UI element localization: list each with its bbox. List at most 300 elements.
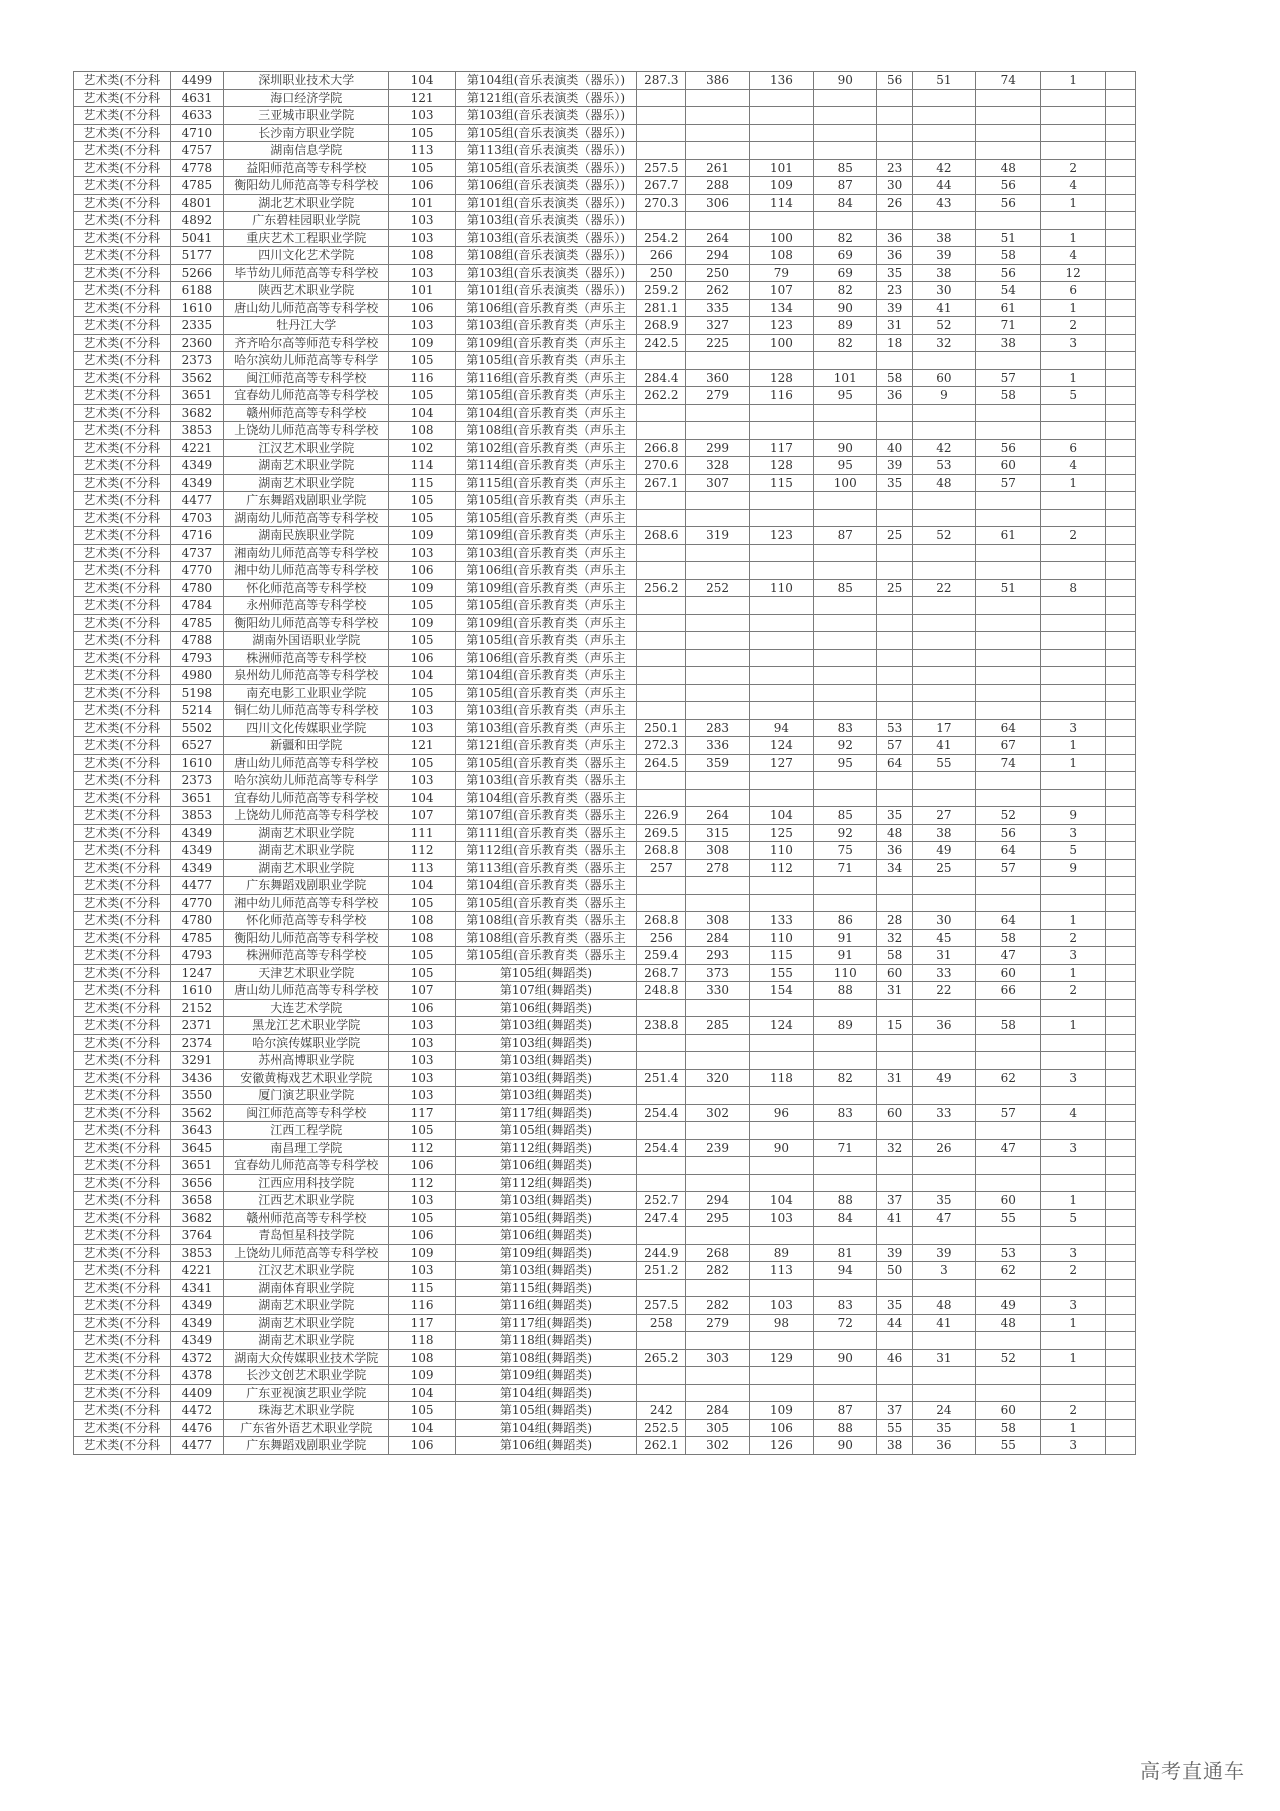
cell-group-code: 104 bbox=[389, 404, 456, 422]
cell-physics-or-history bbox=[912, 597, 975, 615]
cell-min-score: 268.8 bbox=[637, 912, 686, 930]
cell-math bbox=[814, 1332, 877, 1350]
cell-school-code: 3562 bbox=[170, 1104, 224, 1122]
cell-rank bbox=[1041, 1034, 1105, 1052]
cell-group-code: 115 bbox=[389, 474, 456, 492]
cell-math bbox=[814, 1034, 877, 1052]
cell-group-code: 103 bbox=[389, 107, 456, 125]
cell-blank bbox=[1105, 527, 1135, 545]
table-row bbox=[74, 772, 1136, 790]
cell-school-name: 毕节幼儿师范高等专科学校 bbox=[224, 264, 389, 282]
cell-group-code: 106 bbox=[389, 649, 456, 667]
cell-school-code: 3651 bbox=[170, 1157, 224, 1175]
cell-foreign: 23 bbox=[877, 282, 912, 300]
cell-elective bbox=[976, 1157, 1041, 1175]
cell-blank bbox=[1105, 352, 1135, 370]
cell-elective bbox=[976, 597, 1041, 615]
cell-category: 艺术类(不分科 bbox=[74, 387, 171, 405]
cell-min-score: 266 bbox=[637, 247, 686, 265]
cell-group-name: 第105组(音乐表演类（器乐）) bbox=[455, 159, 636, 177]
cell-group-code: 104 bbox=[389, 72, 456, 90]
cell-group-name: 第108组(音乐表演类（器乐）) bbox=[455, 247, 636, 265]
cell-foreign bbox=[877, 702, 912, 720]
cell-foreign: 28 bbox=[877, 912, 912, 930]
cell-blank bbox=[1105, 422, 1135, 440]
cell-foreign: 26 bbox=[877, 194, 912, 212]
cell-school-name: 天津艺术职业学院 bbox=[224, 964, 389, 982]
cell-blank bbox=[1105, 107, 1135, 125]
cell-group-code: 106 bbox=[389, 1157, 456, 1175]
cell-group-name: 第109组(音乐教育类（声乐主 bbox=[455, 527, 636, 545]
cell-school-code: 4349 bbox=[170, 457, 224, 475]
cell-math: 95 bbox=[814, 387, 877, 405]
cell-rank bbox=[1041, 877, 1105, 895]
cell-physics-or-history: 60 bbox=[912, 369, 975, 387]
cell-foreign: 58 bbox=[877, 369, 912, 387]
cell-category: 艺术类(不分科 bbox=[74, 194, 171, 212]
cell-school-name: 唐山幼儿师范高等专科学校 bbox=[224, 299, 389, 317]
cell-min-score bbox=[637, 894, 686, 912]
cell-category: 艺术类(不分科 bbox=[74, 1157, 171, 1175]
cell-foreign bbox=[877, 509, 912, 527]
cell-school-code: 4472 bbox=[170, 1402, 224, 1420]
cell-foreign bbox=[877, 142, 912, 160]
cell-group-name: 第105组(音乐教育类（声乐主 bbox=[455, 387, 636, 405]
cell-rank bbox=[1041, 1052, 1105, 1070]
table-row bbox=[74, 527, 1136, 545]
cell-school-name: 江西工程学院 bbox=[224, 1122, 389, 1140]
cell-group-code: 105 bbox=[389, 894, 456, 912]
cell-group-name: 第109组(音乐教育类（声乐主 bbox=[455, 614, 636, 632]
cell-elective: 51 bbox=[976, 579, 1041, 597]
cell-rank: 3 bbox=[1041, 334, 1105, 352]
table-row bbox=[74, 789, 1136, 807]
cell-elective: 55 bbox=[976, 1209, 1041, 1227]
cell-blank bbox=[1105, 859, 1135, 877]
cell-school-name: 湖南艺术职业学院 bbox=[224, 1297, 389, 1315]
cell-rank: 6 bbox=[1041, 439, 1105, 457]
cell-math bbox=[814, 544, 877, 562]
cell-group-name: 第103组(音乐教育类（声乐主 bbox=[455, 702, 636, 720]
table-row bbox=[74, 229, 1136, 247]
cell-elective bbox=[976, 772, 1041, 790]
cell-school-name: 赣州师范高等专科学校 bbox=[224, 1209, 389, 1227]
cell-category: 艺术类(不分科 bbox=[74, 614, 171, 632]
cell-min-score: 242 bbox=[637, 1402, 686, 1420]
cell-rank bbox=[1041, 562, 1105, 580]
cell-group-name: 第117组(舞蹈类) bbox=[455, 1104, 636, 1122]
table-row bbox=[74, 702, 1136, 720]
cell-group-code: 103 bbox=[389, 212, 456, 230]
table-row bbox=[74, 859, 1136, 877]
cell-group-code: 105 bbox=[389, 1122, 456, 1140]
cell-chinese bbox=[749, 124, 813, 142]
cell-school-name: 湖南艺术职业学院 bbox=[224, 824, 389, 842]
cell-rank: 2 bbox=[1041, 527, 1105, 545]
cell-chinese: 154 bbox=[749, 982, 813, 1000]
cell-physics-or-history: 26 bbox=[912, 1139, 975, 1157]
cell-chinese: 118 bbox=[749, 1069, 813, 1087]
cell-school-code: 2360 bbox=[170, 334, 224, 352]
cell-group-code: 103 bbox=[389, 702, 456, 720]
cell-blank bbox=[1105, 229, 1135, 247]
cell-group-name: 第103组(音乐教育类（声乐主 bbox=[455, 719, 636, 737]
cell-total-score: 336 bbox=[686, 737, 749, 755]
cell-group-code: 103 bbox=[389, 772, 456, 790]
cell-blank bbox=[1105, 614, 1135, 632]
cell-school-name: 珠海艺术职业学院 bbox=[224, 1402, 389, 1420]
cell-blank bbox=[1105, 194, 1135, 212]
cell-school-code: 4372 bbox=[170, 1349, 224, 1367]
cell-math bbox=[814, 404, 877, 422]
cell-category: 艺术类(不分科 bbox=[74, 912, 171, 930]
cell-chinese bbox=[749, 1227, 813, 1245]
cell-school-name: 江汉艺术职业学院 bbox=[224, 1262, 389, 1280]
cell-foreign: 35 bbox=[877, 264, 912, 282]
cell-min-score: 284.4 bbox=[637, 369, 686, 387]
cell-group-code: 105 bbox=[389, 159, 456, 177]
cell-group-name: 第106组(舞蹈类) bbox=[455, 1227, 636, 1245]
cell-group-name: 第103组(舞蹈类) bbox=[455, 1052, 636, 1070]
cell-total-score: 225 bbox=[686, 334, 749, 352]
cell-total-score: 330 bbox=[686, 982, 749, 1000]
cell-math: 89 bbox=[814, 1017, 877, 1035]
cell-elective bbox=[976, 667, 1041, 685]
cell-total-score: 307 bbox=[686, 474, 749, 492]
cell-total-score bbox=[686, 632, 749, 650]
cell-school-name: 宜春幼儿师范高等专科学校 bbox=[224, 1157, 389, 1175]
cell-school-name: 湘中幼儿师范高等专科学校 bbox=[224, 562, 389, 580]
cell-chinese: 124 bbox=[749, 1017, 813, 1035]
cell-foreign bbox=[877, 1384, 912, 1402]
cell-elective: 48 bbox=[976, 159, 1041, 177]
admission-score-table bbox=[73, 71, 1136, 1455]
cell-school-code: 4349 bbox=[170, 824, 224, 842]
cell-category: 艺术类(不分科 bbox=[74, 1402, 171, 1420]
cell-school-code: 3643 bbox=[170, 1122, 224, 1140]
cell-physics-or-history bbox=[912, 1034, 975, 1052]
cell-math bbox=[814, 1227, 877, 1245]
cell-elective bbox=[976, 1367, 1041, 1385]
table-row bbox=[74, 1139, 1136, 1157]
cell-chinese bbox=[749, 422, 813, 440]
cell-rank bbox=[1041, 894, 1105, 912]
cell-blank bbox=[1105, 912, 1135, 930]
cell-total-score: 328 bbox=[686, 457, 749, 475]
cell-chinese bbox=[749, 702, 813, 720]
cell-group-name: 第112组(舞蹈类) bbox=[455, 1174, 636, 1192]
cell-school-name: 益阳师范高等专科学校 bbox=[224, 159, 389, 177]
cell-physics-or-history: 35 bbox=[912, 1419, 975, 1437]
cell-chinese bbox=[749, 1384, 813, 1402]
cell-physics-or-history bbox=[912, 772, 975, 790]
cell-math: 110 bbox=[814, 964, 877, 982]
cell-foreign: 55 bbox=[877, 1419, 912, 1437]
cell-chinese: 128 bbox=[749, 369, 813, 387]
cell-physics-or-history: 30 bbox=[912, 912, 975, 930]
cell-group-name: 第104组(音乐表演类（器乐）) bbox=[455, 72, 636, 90]
cell-total-score: 295 bbox=[686, 1209, 749, 1227]
cell-group-name: 第115组(音乐教育类（声乐主 bbox=[455, 474, 636, 492]
cell-physics-or-history bbox=[912, 212, 975, 230]
cell-total-score: 308 bbox=[686, 842, 749, 860]
cell-school-name: 广东亚视演艺职业学院 bbox=[224, 1384, 389, 1402]
cell-rank: 8 bbox=[1041, 579, 1105, 597]
cell-foreign: 64 bbox=[877, 754, 912, 772]
cell-blank bbox=[1105, 1157, 1135, 1175]
cell-min-score: 242.5 bbox=[637, 334, 686, 352]
cell-chinese: 127 bbox=[749, 754, 813, 772]
cell-school-code: 3562 bbox=[170, 369, 224, 387]
cell-chinese bbox=[749, 1157, 813, 1175]
cell-school-name: 怀化师范高等专科学校 bbox=[224, 579, 389, 597]
cell-rank: 1 bbox=[1041, 1419, 1105, 1437]
cell-chinese: 123 bbox=[749, 527, 813, 545]
cell-category: 艺术类(不分科 bbox=[74, 439, 171, 457]
cell-physics-or-history bbox=[912, 999, 975, 1017]
cell-math bbox=[814, 632, 877, 650]
cell-physics-or-history bbox=[912, 1174, 975, 1192]
cell-group-name: 第113组(音乐教育类（器乐主 bbox=[455, 859, 636, 877]
cell-school-name: 湖南艺术职业学院 bbox=[224, 859, 389, 877]
cell-min-score: 257.5 bbox=[637, 159, 686, 177]
cell-min-score bbox=[637, 1367, 686, 1385]
table-row bbox=[74, 457, 1136, 475]
cell-total-score bbox=[686, 142, 749, 160]
cell-category: 艺术类(不分科 bbox=[74, 1192, 171, 1210]
cell-chinese bbox=[749, 894, 813, 912]
cell-rank: 3 bbox=[1041, 947, 1105, 965]
cell-min-score bbox=[637, 1157, 686, 1175]
cell-rank: 4 bbox=[1041, 247, 1105, 265]
table-row bbox=[74, 807, 1136, 825]
cell-foreign: 39 bbox=[877, 457, 912, 475]
cell-min-score: 256 bbox=[637, 929, 686, 947]
cell-school-code: 4349 bbox=[170, 1332, 224, 1350]
cell-rank: 1 bbox=[1041, 754, 1105, 772]
cell-group-name: 第106组(舞蹈类) bbox=[455, 1157, 636, 1175]
cell-elective bbox=[976, 1122, 1041, 1140]
cell-school-name: 苏州高博职业学院 bbox=[224, 1052, 389, 1070]
cell-min-score bbox=[637, 422, 686, 440]
cell-school-name: 牡丹江大学 bbox=[224, 317, 389, 335]
cell-elective: 57 bbox=[976, 1104, 1041, 1122]
cell-blank bbox=[1105, 299, 1135, 317]
cell-school-name: 安徽黄梅戏艺术职业学院 bbox=[224, 1069, 389, 1087]
table-row bbox=[74, 264, 1136, 282]
table-row bbox=[74, 649, 1136, 667]
cell-foreign: 37 bbox=[877, 1192, 912, 1210]
table-row bbox=[74, 562, 1136, 580]
cell-elective bbox=[976, 702, 1041, 720]
cell-group-name: 第112组(音乐教育类（器乐主 bbox=[455, 842, 636, 860]
cell-physics-or-history bbox=[912, 492, 975, 510]
cell-blank bbox=[1105, 1122, 1135, 1140]
cell-category: 艺术类(不分科 bbox=[74, 334, 171, 352]
table-row bbox=[74, 177, 1136, 195]
cell-school-code: 1247 bbox=[170, 964, 224, 982]
cell-blank bbox=[1105, 894, 1135, 912]
cell-chinese bbox=[749, 1034, 813, 1052]
cell-rank: 5 bbox=[1041, 387, 1105, 405]
cell-category: 艺术类(不分科 bbox=[74, 1332, 171, 1350]
cell-physics-or-history: 44 bbox=[912, 177, 975, 195]
cell-total-score bbox=[686, 1087, 749, 1105]
cell-category: 艺术类(不分科 bbox=[74, 684, 171, 702]
cell-min-score bbox=[637, 1052, 686, 1070]
cell-total-score: 252 bbox=[686, 579, 749, 597]
cell-elective: 56 bbox=[976, 264, 1041, 282]
cell-school-name: 哈尔滨传媒职业学院 bbox=[224, 1034, 389, 1052]
cell-min-score: 251.2 bbox=[637, 1262, 686, 1280]
cell-math: 83 bbox=[814, 719, 877, 737]
cell-rank bbox=[1041, 509, 1105, 527]
cell-group-code: 109 bbox=[389, 579, 456, 597]
cell-blank bbox=[1105, 544, 1135, 562]
cell-school-code: 4778 bbox=[170, 159, 224, 177]
cell-school-code: 3651 bbox=[170, 387, 224, 405]
cell-total-score bbox=[686, 999, 749, 1017]
table-row bbox=[74, 1209, 1136, 1227]
cell-physics-or-history: 35 bbox=[912, 1192, 975, 1210]
cell-school-code: 4780 bbox=[170, 912, 224, 930]
cell-physics-or-history: 22 bbox=[912, 982, 975, 1000]
cell-min-score: 281.1 bbox=[637, 299, 686, 317]
cell-school-code: 3651 bbox=[170, 789, 224, 807]
cell-blank bbox=[1105, 1349, 1135, 1367]
cell-total-score bbox=[686, 1384, 749, 1402]
cell-group-code: 103 bbox=[389, 544, 456, 562]
cell-foreign: 15 bbox=[877, 1017, 912, 1035]
cell-foreign bbox=[877, 877, 912, 895]
cell-group-code: 109 bbox=[389, 527, 456, 545]
cell-group-code: 107 bbox=[389, 982, 456, 1000]
cell-school-name: 上饶幼儿师范高等专科学校 bbox=[224, 807, 389, 825]
cell-elective bbox=[976, 614, 1041, 632]
cell-rank: 1 bbox=[1041, 229, 1105, 247]
cell-total-score: 360 bbox=[686, 369, 749, 387]
cell-school-name: 赣州师范高等专科学校 bbox=[224, 404, 389, 422]
cell-blank bbox=[1105, 404, 1135, 422]
cell-school-name: 南昌理工学院 bbox=[224, 1139, 389, 1157]
cell-physics-or-history: 33 bbox=[912, 1104, 975, 1122]
cell-rank: 1 bbox=[1041, 474, 1105, 492]
cell-total-score bbox=[686, 1227, 749, 1245]
cell-group-code: 108 bbox=[389, 1349, 456, 1367]
cell-group-code: 104 bbox=[389, 667, 456, 685]
cell-school-code: 4703 bbox=[170, 509, 224, 527]
cell-math: 90 bbox=[814, 72, 877, 90]
cell-group-name: 第114组(音乐教育类（声乐主 bbox=[455, 457, 636, 475]
cell-school-name: 海口经济学院 bbox=[224, 89, 389, 107]
cell-foreign: 39 bbox=[877, 1244, 912, 1262]
cell-category: 艺术类(不分科 bbox=[74, 159, 171, 177]
cell-rank bbox=[1041, 597, 1105, 615]
cell-category: 艺术类(不分科 bbox=[74, 89, 171, 107]
cell-total-score: 282 bbox=[686, 1297, 749, 1315]
cell-school-name: 湖南艺术职业学院 bbox=[224, 1332, 389, 1350]
cell-math bbox=[814, 89, 877, 107]
cell-blank bbox=[1105, 247, 1135, 265]
cell-min-score bbox=[637, 212, 686, 230]
cell-group-name: 第106组(舞蹈类) bbox=[455, 1437, 636, 1455]
cell-category: 艺术类(不分科 bbox=[74, 824, 171, 842]
cell-blank bbox=[1105, 492, 1135, 510]
cell-school-name: 南充电影工业职业学院 bbox=[224, 684, 389, 702]
cell-category: 艺术类(不分科 bbox=[74, 247, 171, 265]
cell-physics-or-history bbox=[912, 142, 975, 160]
cell-category: 艺术类(不分科 bbox=[74, 1279, 171, 1297]
cell-blank bbox=[1105, 632, 1135, 650]
cell-school-code: 3550 bbox=[170, 1087, 224, 1105]
cell-blank bbox=[1105, 982, 1135, 1000]
cell-chinese: 115 bbox=[749, 474, 813, 492]
cell-min-score: 259.4 bbox=[637, 947, 686, 965]
cell-group-name: 第103组(舞蹈类) bbox=[455, 1017, 636, 1035]
cell-min-score bbox=[637, 107, 686, 125]
cell-physics-or-history: 25 bbox=[912, 859, 975, 877]
cell-chinese bbox=[749, 1367, 813, 1385]
cell-blank bbox=[1105, 1262, 1135, 1280]
cell-total-score bbox=[686, 702, 749, 720]
cell-rank: 9 bbox=[1041, 859, 1105, 877]
cell-math: 71 bbox=[814, 1139, 877, 1157]
cell-blank bbox=[1105, 947, 1135, 965]
table-row bbox=[74, 317, 1136, 335]
cell-category: 艺术类(不分科 bbox=[74, 107, 171, 125]
cell-math: 95 bbox=[814, 754, 877, 772]
cell-school-name: 长沙南方职业学院 bbox=[224, 124, 389, 142]
cell-rank: 1 bbox=[1041, 1349, 1105, 1367]
cell-blank bbox=[1105, 334, 1135, 352]
cell-rank bbox=[1041, 772, 1105, 790]
cell-group-code: 106 bbox=[389, 177, 456, 195]
cell-math bbox=[814, 1087, 877, 1105]
cell-math: 87 bbox=[814, 177, 877, 195]
cell-school-name: 闽江师范高等专科学校 bbox=[224, 1104, 389, 1122]
cell-category: 艺术类(不分科 bbox=[74, 72, 171, 90]
cell-group-code: 103 bbox=[389, 1087, 456, 1105]
table-row bbox=[74, 1157, 1136, 1175]
cell-total-score bbox=[686, 597, 749, 615]
cell-chinese: 112 bbox=[749, 859, 813, 877]
cell-physics-or-history bbox=[912, 1087, 975, 1105]
table-row bbox=[74, 1262, 1136, 1280]
cell-group-code: 104 bbox=[389, 877, 456, 895]
cell-group-name: 第109组(音乐教育类（声乐主 bbox=[455, 579, 636, 597]
table-row bbox=[74, 579, 1136, 597]
cell-group-code: 109 bbox=[389, 334, 456, 352]
cell-physics-or-history: 45 bbox=[912, 929, 975, 947]
cell-foreign: 18 bbox=[877, 334, 912, 352]
cell-school-code: 4770 bbox=[170, 894, 224, 912]
cell-school-code: 4780 bbox=[170, 579, 224, 597]
cell-physics-or-history: 31 bbox=[912, 1349, 975, 1367]
cell-elective: 60 bbox=[976, 457, 1041, 475]
cell-blank bbox=[1105, 159, 1135, 177]
cell-school-code: 3764 bbox=[170, 1227, 224, 1245]
table-row bbox=[74, 929, 1136, 947]
cell-chinese bbox=[749, 404, 813, 422]
cell-category: 艺术类(不分科 bbox=[74, 964, 171, 982]
cell-total-score bbox=[686, 614, 749, 632]
cell-group-code: 105 bbox=[389, 124, 456, 142]
cell-blank bbox=[1105, 1104, 1135, 1122]
cell-physics-or-history bbox=[912, 352, 975, 370]
cell-school-code: 4476 bbox=[170, 1419, 224, 1437]
cell-chinese: 134 bbox=[749, 299, 813, 317]
cell-rank: 3 bbox=[1041, 719, 1105, 737]
